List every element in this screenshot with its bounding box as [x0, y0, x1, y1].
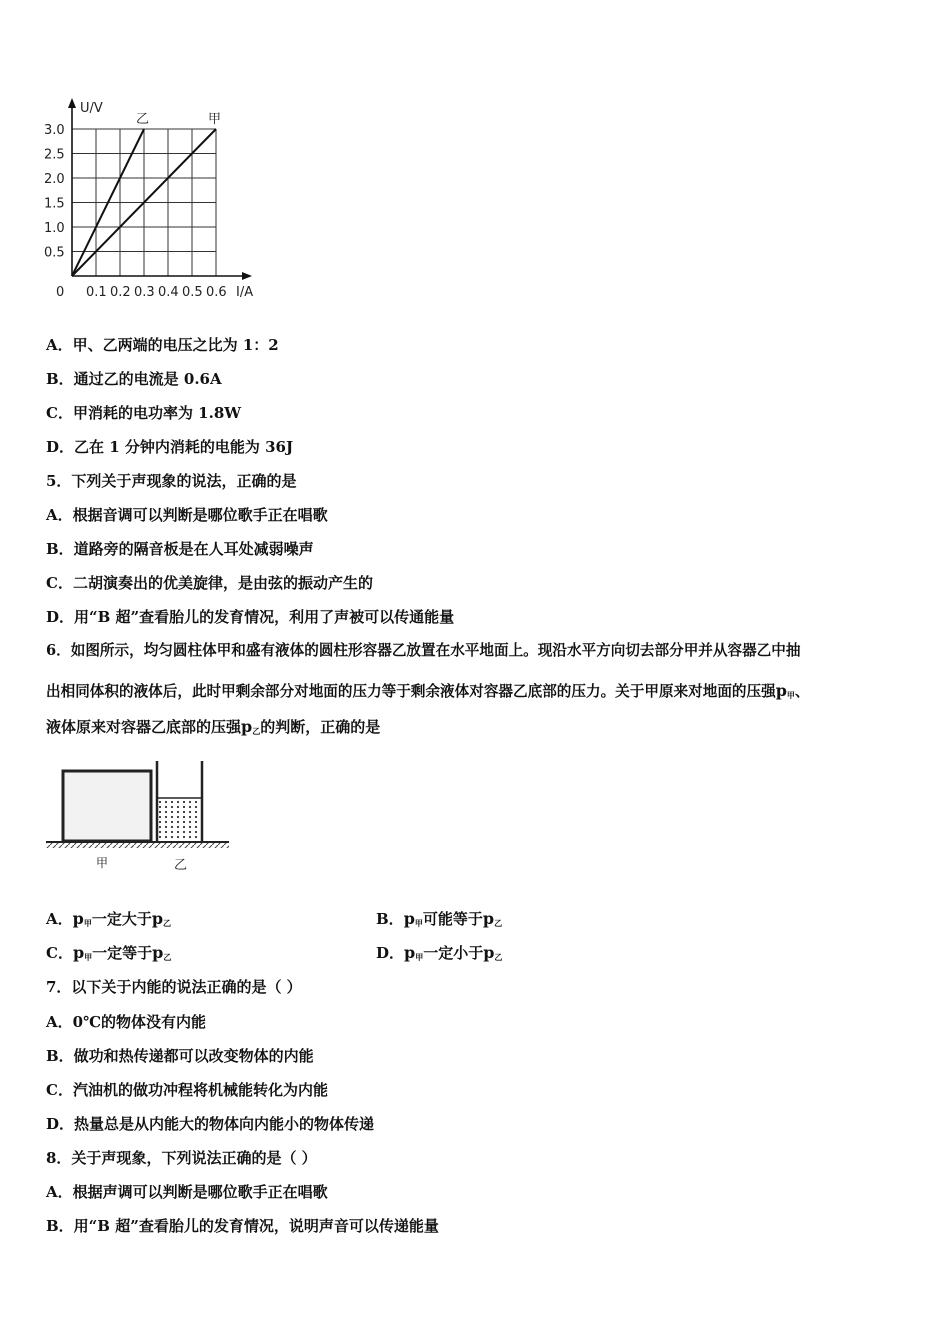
q6-option-d [376, 942, 502, 968]
series-label: 甲 [208, 112, 222, 127]
cylinder-jia [63, 771, 151, 841]
q8-option-b: B．用“B 超”查看胎儿的发育情况，说明声音可以传递能量 [46, 1217, 439, 1235]
q8-stem: 8．关于声现象，下列说法正确的是（ ） [46, 1149, 317, 1167]
rho-symbol: p [152, 943, 164, 962]
rho-subscript: 乙 [163, 918, 172, 928]
rho-subscript: 乙 [494, 952, 503, 962]
q6-option-c [46, 942, 171, 968]
q7-stem: 7．以下关于内能的说法正确的是（ ） [46, 978, 302, 996]
rho-symbol: p [72, 909, 84, 928]
label-jia: 甲 [96, 856, 109, 870]
rho-subscript: 甲 [83, 918, 92, 928]
q6-stem-line2-end: 、 [794, 683, 810, 700]
rho-symbol: p [151, 909, 164, 928]
x-tick-label: 0.4 [158, 285, 179, 300]
y-tick-label: 1.5 [44, 196, 65, 212]
x-tick-label: 0.2 [110, 285, 131, 300]
rho-subscript: 甲 [414, 918, 423, 928]
q5-option-d: D．用“B 超”查看胎儿的发育情况，利用了声被可以传通能量 [46, 608, 455, 626]
q6-stem-line3-text: 液体原来对容器乙底部的压强 [46, 718, 242, 736]
option-prefix: D． [376, 944, 405, 962]
y-axis-arrow [68, 98, 76, 108]
q6-stem-line2 [46, 680, 810, 706]
x-tick-label: 0.3 [134, 285, 155, 300]
q7-option-c: C．汽油机的做功冲程将机械能转化为内能 [46, 1081, 328, 1099]
rho-symbol: p [404, 943, 416, 962]
y-axis-label: U/V [80, 101, 103, 116]
q7-option-a: A．0℃的物体没有内能 [46, 1013, 207, 1031]
option-prefix: B． [376, 910, 404, 928]
rho-subscript: 甲 [786, 690, 795, 700]
y-tick-label: 2.5 [44, 147, 65, 163]
u-i-graph [40, 90, 280, 310]
relation-text: 可能等于 [422, 910, 483, 928]
y-tick-label: 1.0 [44, 221, 65, 236]
q6-figure [44, 755, 234, 880]
liquid-yi [157, 798, 202, 841]
option-prefix: C． [46, 944, 73, 962]
rho-symbol: p [72, 943, 85, 962]
q6-stem-line1: 6．如图所示，均匀圆柱体甲和盛有液体的圆柱形容器乙放置在水平地面上。现沿水平方向切去部分甲并从容器乙中抽 [46, 642, 801, 659]
x-axis-label: I/A [236, 285, 254, 300]
rho-subscript: 乙 [494, 918, 503, 928]
rho-symbol: p [775, 681, 787, 700]
q5-option-c: C．二胡演奏出的优美旋律，是由弦的振动产生的 [46, 574, 373, 592]
q4-option-c: C．甲消耗的电功率为 1.8W [46, 404, 242, 422]
rho-subscript: 甲 [84, 952, 93, 962]
q8-option-a: A．根据声调可以判断是哪位歌手正在唱歌 [46, 1183, 328, 1201]
q6-stem-line3-end: 的判断，正确的是 [260, 718, 381, 736]
y-tick-label: 3.0 [44, 123, 65, 138]
rho-subscript: 甲 [415, 952, 424, 962]
q6-stem-line3 [46, 716, 380, 742]
rho-subscript: 乙 [163, 952, 172, 962]
q6-option-a [46, 908, 171, 934]
q4-option-d: D．乙在 1 分钟内消耗的电能为 36J [46, 438, 294, 456]
ground-hatch [46, 843, 229, 848]
option-prefix: A． [46, 910, 73, 928]
q6-stem-line2-text: 出相同体积的液体后，此时甲剩余部分对地面的压力等于剩余液体对容器乙底部的压力。关于甲原来对地面的压强 [46, 683, 776, 700]
q6-option-b [376, 908, 502, 934]
rho-symbol: p [403, 909, 415, 928]
series-label: 乙 [136, 112, 150, 127]
q5-stem: 5．下列关于声现象的说法，正确的是 [46, 472, 297, 490]
rho-symbol: p [483, 943, 495, 962]
y-tick-label: 0.5 [44, 245, 65, 261]
q5-option-a: A．根据音调可以判断是哪位歌手正在唱歌 [46, 506, 328, 524]
q4-option-b: B．通过乙的电流是 0.6A [46, 370, 222, 388]
origin-label: 0 [56, 285, 65, 300]
q4-option-a: A．甲、乙两端的电压之比为 1：2 [46, 336, 279, 354]
x-tick-label: 0.5 [182, 285, 203, 300]
label-yi: 乙 [174, 858, 188, 873]
relation-text: 一定大于 [91, 910, 152, 928]
rho-symbol: p [482, 909, 495, 928]
x-axis-arrow [242, 272, 252, 280]
rho-subscript: 乙 [252, 726, 261, 736]
x-tick-label: 0.1 [86, 285, 107, 300]
x-tick-label: 0.6 [206, 285, 227, 300]
q7-option-d: D．热量总是从内能大的物体向内能小的物体传递 [46, 1115, 375, 1133]
q7-option-b: B．做功和热传递都可以改变物体的内能 [46, 1047, 314, 1065]
relation-text: 一定小于 [423, 944, 484, 962]
y-tick-label: 2.0 [44, 172, 65, 187]
relation-text: 一定等于 [92, 944, 153, 962]
rho-symbol: p [241, 717, 253, 736]
q5-option-b: B．道路旁的隔音板是在人耳处减弱噪声 [46, 540, 314, 558]
